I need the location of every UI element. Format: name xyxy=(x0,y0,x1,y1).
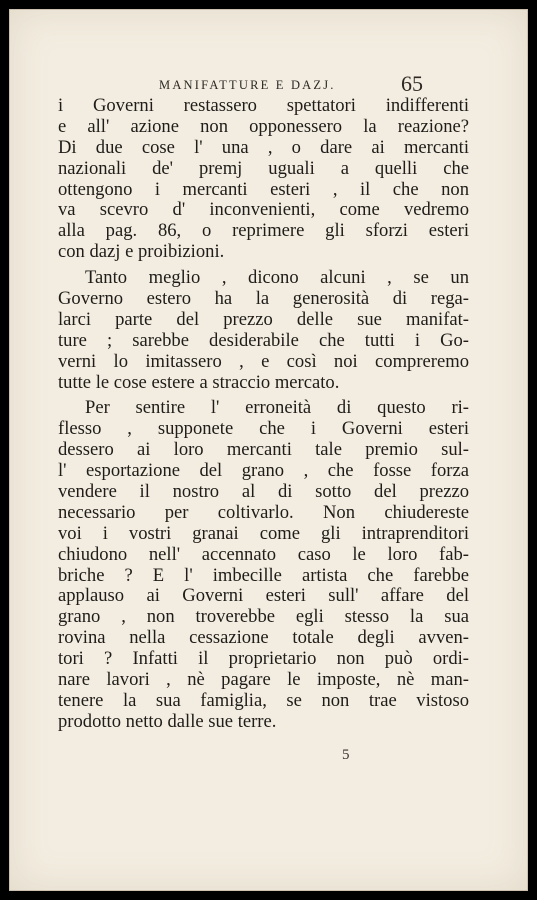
text-line: e all' azione non opponessero la reazione? xyxy=(58,115,469,137)
text-line: alla pag. 86, o reprimere gli sforzi esteri xyxy=(58,220,469,242)
text-line: voi i vostri granai come gli intraprenditori xyxy=(58,522,469,544)
text-line: con dazj e proibizioni. xyxy=(58,241,225,263)
text-line: Governo estero ha la generosità di rega- xyxy=(58,288,469,310)
text-line: Per sentire l' erroneità di questo ri- xyxy=(85,397,469,419)
text-line: nare lavori , nè pagare le imposte, nè man- xyxy=(58,669,469,691)
text-line: Di due cose l' una , o dare ai mercanti xyxy=(58,136,469,158)
text-line: ottengono i mercanti esteri , il che non xyxy=(58,178,469,200)
text-line: verni lo imitassero , e così noi compreremo xyxy=(58,350,469,372)
text-line: prodotto netto dalle sue terre. xyxy=(58,710,277,732)
book-page xyxy=(9,9,528,891)
text-line: necessario per coltivarlo. Non chiudereste xyxy=(58,501,469,523)
text-line: briche ? E l' imbecille artista che farebbe xyxy=(58,564,469,586)
text-line: vendere il nostro al di sotto del prezzo xyxy=(58,481,469,503)
text-line: tutte le cose estere a straccio mercato. xyxy=(58,371,340,393)
text-line: grano , non troverebbe egli stesso la sua xyxy=(58,606,469,628)
body-text xyxy=(58,96,469,733)
text-line: rovina nella cessazione totale degli avven- xyxy=(58,627,469,649)
text-line: flesso , supponete che i Governi esteri xyxy=(58,418,469,440)
text-line: tenere la sua famiglia, se non trae vistoso xyxy=(58,689,469,711)
text-line: l' esportazione del grano , che fosse forza xyxy=(58,460,469,482)
paragraph xyxy=(58,96,469,263)
page-number: 65 xyxy=(401,71,423,96)
text-line: va scevro d' inconvenienti, come vedremo xyxy=(58,199,469,221)
signature-mark: 5 xyxy=(342,747,350,763)
paragraph xyxy=(58,268,469,393)
text-line: nazionali de' premj uguali a quelli che xyxy=(58,157,469,179)
text-line: applauso ai Governi esteri sull' affare del xyxy=(58,585,469,607)
text-line: larci parte del prezzo delle sue manifat- xyxy=(58,308,469,330)
text-line: Tanto meglio , dicono alcuni , se un xyxy=(85,267,469,289)
text-line: tori ? Infatti il proprietario non può ordi- xyxy=(58,648,469,670)
running-title: MANIFATTURE E DAZJ. xyxy=(159,78,336,92)
text-line: i Governi restassero spettatori indifferenti xyxy=(58,95,469,116)
text-line: dessero ai loro mercanti tale premio sul- xyxy=(58,439,469,461)
text-line: ture ; sarebbe desiderabile che tutti i Go- xyxy=(58,329,469,351)
paragraph xyxy=(58,398,469,732)
text-line: chiudono nell' accennato caso le loro fab- xyxy=(58,543,469,565)
